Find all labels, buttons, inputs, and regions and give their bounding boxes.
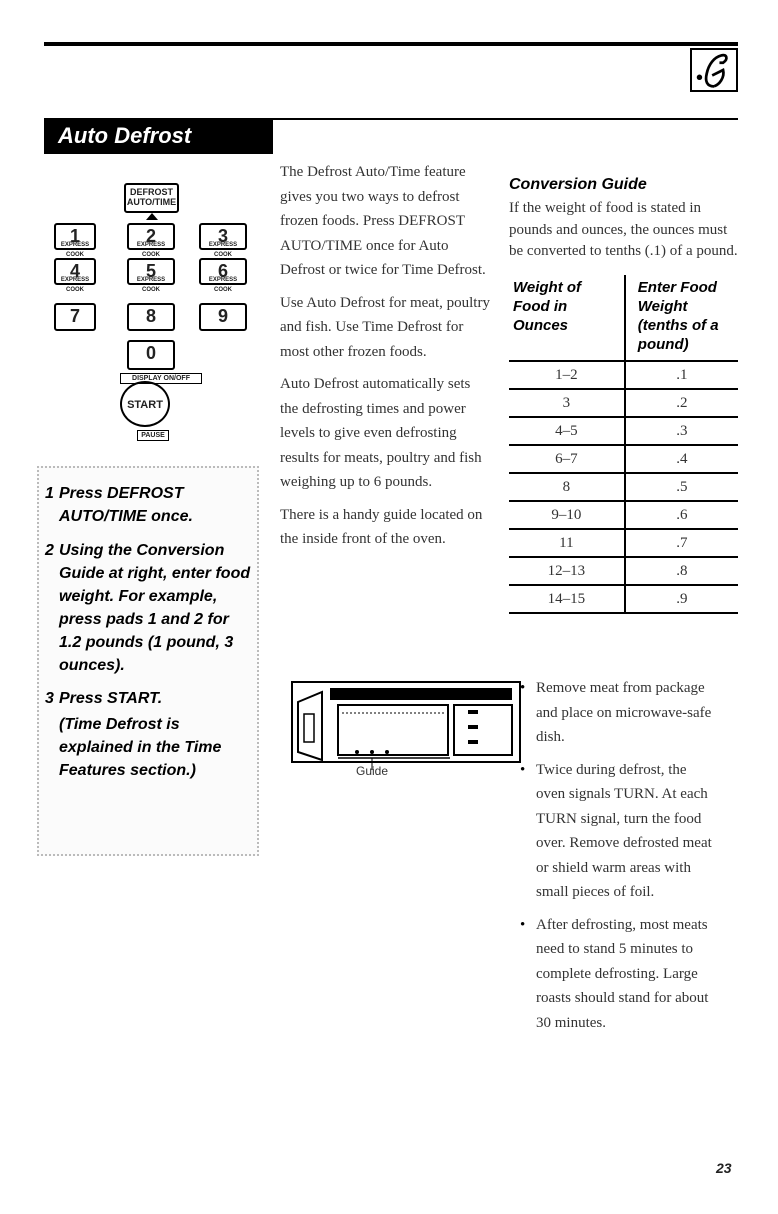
instruction-steps	[37, 466, 259, 856]
description-column	[280, 160, 490, 552]
step-note: (Time Defrost is explained in the Time Features section.)	[59, 716, 222, 779]
tips-list	[518, 676, 718, 1043]
conversion-intro: If the weight of food is stated in pounds and ounces, the ounces must be converted to tenths (.1) of a pound.	[509, 200, 738, 259]
key-9[interactable]: 9	[199, 303, 247, 331]
list-item: • After defrosting, most meats need to stand 5 minutes to complete defrosting. Large roasts should stand for about 30 minutes.	[518, 913, 718, 1036]
pointer-arrow-icon	[146, 213, 158, 220]
table-row: 9–10 .6	[509, 501, 738, 529]
key-8[interactable]: 8	[127, 303, 175, 331]
page-number: 23	[716, 1160, 732, 1176]
oven-caption: Guide	[355, 764, 389, 778]
key-5[interactable]: 5 EXPRESS COOK	[127, 258, 175, 285]
table-row: 4–5 .3	[509, 417, 738, 445]
key-1[interactable]: 1 EXPRESS COOK	[54, 223, 96, 250]
table-row: 12–13 .8	[509, 557, 738, 585]
table-row: 8 .5	[509, 473, 738, 501]
key-7[interactable]: 7	[54, 303, 96, 331]
header-rule	[273, 118, 738, 120]
conversion-guide-title: Conversion Guide	[509, 176, 647, 193]
top-rule	[44, 42, 738, 46]
paragraph-intro: The Defrost Auto/Time feature gives you two ways to defrost frozen foods. Press DEFROST AUTO/TIME once for Auto Defrost or twice for Time Defrost.	[280, 164, 486, 278]
conversion-header-tenths: Enter Food Weight (tenths of a pound)	[637, 278, 719, 353]
paragraph-guide: There is a handy guide located on the inside front of the oven.	[280, 506, 483, 547]
section-title: Auto Defrost	[44, 118, 273, 154]
keypad-illustration	[44, 165, 259, 455]
list-item: • Twice during defrost, the oven signals TURN. At each TURN signal, turn the food over. Remove defrosted meat or shield warm areas with small pieces of foil.	[518, 758, 718, 905]
defrost-auto-time-key[interactable]: DEFROST AUTO/TIME	[124, 183, 179, 213]
step-1: 1 Press DEFROST AUTO/TIME once.	[45, 485, 193, 525]
microwave-oven-icon	[282, 680, 522, 780]
paragraph-usage: Use Auto Defrost for meat, poultry and fish. Use Time Defrost for most other frozen foods.	[280, 294, 490, 360]
conversion-table	[509, 275, 738, 614]
oven-illustration	[282, 680, 522, 780]
paragraph-automatic: Auto Defrost automatically sets the defrosting times and power levels to give even defrosting results for meats, poultry and fish weighing up to 6 pounds.	[280, 376, 482, 490]
list-item: • Remove meat from package and place on microwave-safe dish.	[518, 676, 718, 750]
key-0[interactable]: 0	[127, 340, 175, 370]
table-row: 1–2 .1	[509, 361, 738, 389]
start-button[interactable]: START	[120, 381, 170, 427]
table-row: 3 .2	[509, 389, 738, 417]
ge-logo-icon	[690, 48, 738, 92]
conversion-guide	[509, 176, 738, 614]
table-row: 6–7 .4	[509, 445, 738, 473]
step-3: 3 Press START.	[45, 690, 163, 707]
pause-key[interactable]: PAUSE	[137, 430, 169, 441]
display-on-off-key[interactable]: DISPLAY ON/OFF	[120, 373, 202, 384]
table-row: 14–15 .9	[509, 585, 738, 613]
step-2: 2 Using the Conversion Guide at right, enter food weight. For example, press pads 1 and 2 for 1.2 pounds (1 pound, 3 ounces).	[45, 542, 251, 674]
table-row: 11 .7	[509, 529, 738, 557]
key-2[interactable]: 2 EXPRESS COOK	[127, 223, 175, 250]
conversion-header-ounces: Weight of Food in Ounces	[509, 275, 625, 361]
key-6[interactable]: 6 EXPRESS COOK	[199, 258, 247, 285]
key-3[interactable]: 3 EXPRESS COOK	[199, 223, 247, 250]
key-4[interactable]: 4 EXPRESS COOK	[54, 258, 96, 285]
